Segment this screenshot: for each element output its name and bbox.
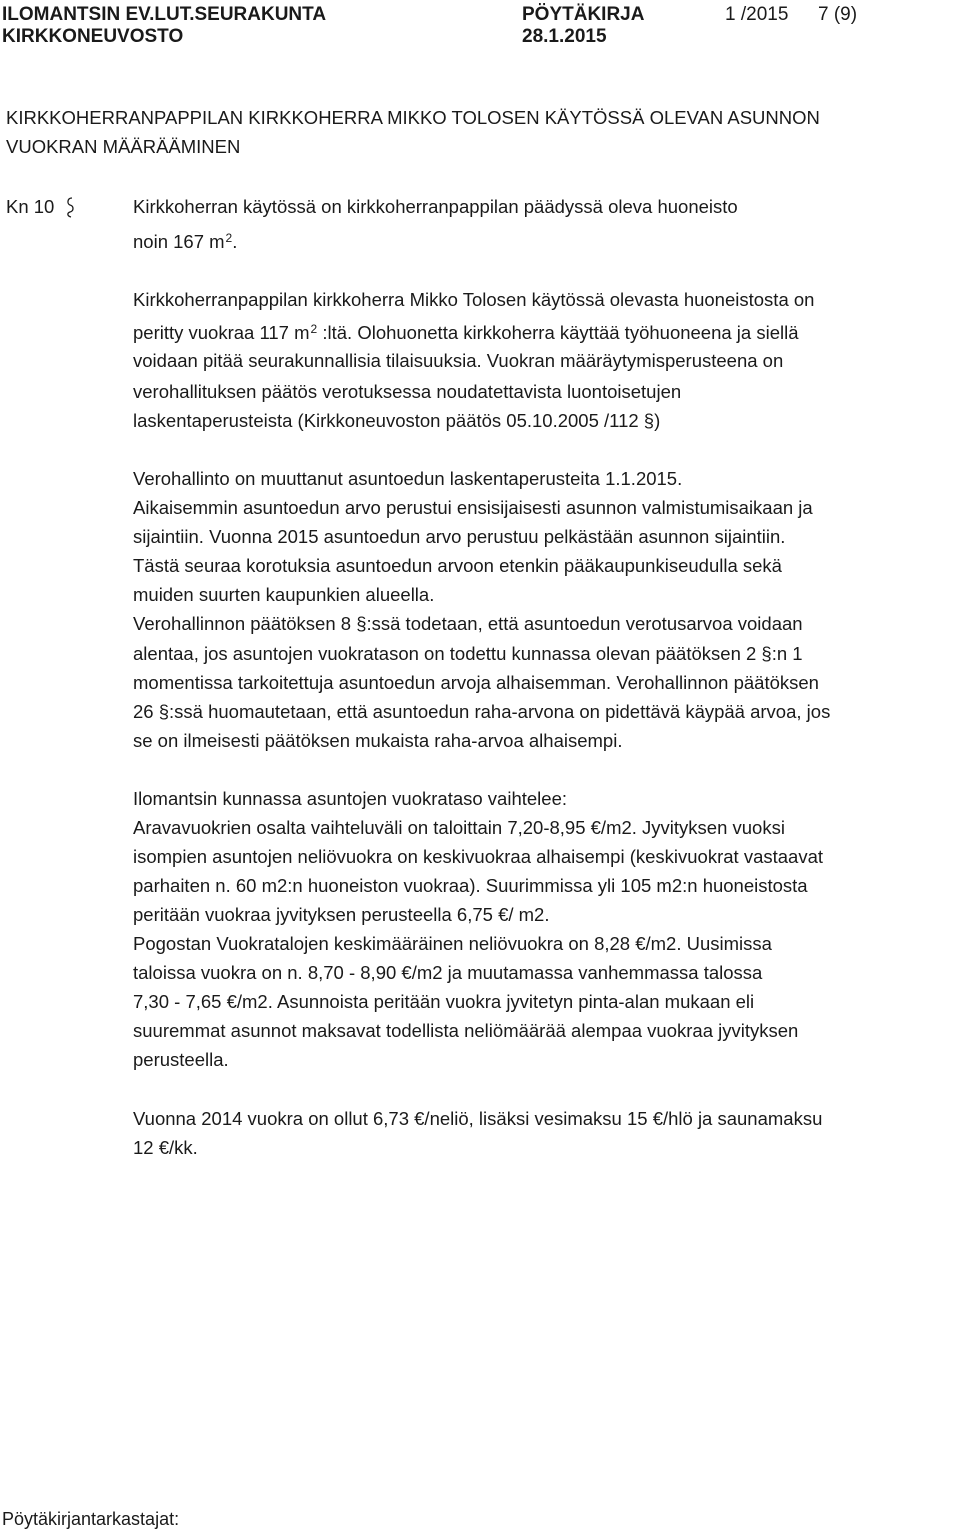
para2-line-1: Kirkkoherranpappilan kirkkoherra Mikko Tolosen käytössä olevasta huoneistosta on (133, 289, 815, 310)
superscript: 2 (310, 322, 318, 336)
para5-line: 12 €/kk. (133, 1137, 198, 1158)
para5-line: Vuonna 2014 vuokra on ollut 6,73 €/neliö, lisäksi vesimaksu 15 €/hlö ja saunamaksu (133, 1108, 823, 1129)
para3-line: Verohallinnon päätöksen 8 §:ssä todetaan, että asuntoedun verotusarvoa voidaan (133, 613, 803, 634)
title-line-2: VUOKRAN MÄÄRÄÄMINEN (6, 136, 241, 157)
para3-line: Aikaisemmin asuntoedun arvo perustui ensisijaisesti asunnon valmistumisaikaan ja (133, 497, 813, 518)
header-page: 7 (9) (818, 4, 858, 25)
para2-line-3: voidaan pitää seurakunnallisia tilaisuuksia. Vuokran määräytymisperusteena on (133, 350, 784, 371)
header-doc-type: PÖYTÄKIRJA (522, 4, 645, 25)
text-span: peritty vuokraa 117 m (133, 322, 310, 343)
para2-line-4: verohallituksen päätös verotuksessa noudatettavista luontoisetujen (133, 381, 682, 402)
para1-line-2 (133, 230, 237, 256)
para3-line: sijaintiin. Vuonna 2015 asuntoedun arvo perustuu pelkästään asunnon sijaintiin. (133, 526, 786, 547)
text-span: noin 167 m (133, 231, 225, 252)
para4-line: Pogostan Vuokratalojen keskimääräinen neliövuokra on 8,28 €/m2. Uusimissa (133, 933, 772, 954)
section-mark-icon (66, 195, 74, 219)
title-line-1: KIRKKOHERRANPAPPILAN KIRKKOHERRA MIKKO TOLOSEN KÄYTÖSSÄ OLEVAN ASUNNON (6, 107, 820, 128)
para2-line-5: laskentaperusteista (Kirkkoneuvoston päätös 05.10.2005 /112 §) (133, 410, 661, 431)
footer-reviewers-label: Pöytäkirjantarkastajat: (2, 1509, 180, 1529)
text-span: . (232, 231, 238, 252)
header-number: 1 /2015 (725, 4, 789, 25)
para2-line-2 (133, 321, 799, 347)
para4-line: 7,30 - 7,65 €/m2. Asunnoista peritään vuokra jyvitetyn pinta-alan mukaan eli (133, 991, 755, 1012)
para4-line: Ilomantsin kunnassa asuntojen vuokrataso vaihtelee: (133, 788, 567, 809)
para3-line: alentaa, jos asuntojen vuokratason on todettu kunnassa olevan päätöksen 2 §:n 1 (133, 643, 803, 664)
para4-line: peritään vuokraa jyvityksen perusteella 6,75 €/ m2. (133, 904, 550, 925)
header-body: KIRKKONEUVOSTO (2, 26, 184, 47)
para1-line-1: Kirkkoherran käytössä on kirkkoherranpappilan päädyssä oleva huoneisto (133, 196, 738, 217)
para4-line: Aravavuokrien osalta vaihteluväli on taloittain 7,20-8,95 €/m2. Jyvityksen vuoksi (133, 817, 785, 838)
para3-line: Tästä seuraa korotuksia asuntoedun arvoon etenkin pääkaupunkiseudulla sekä (133, 555, 782, 576)
para4-line: taloissa vuokra on n. 8,70 - 8,90 €/m2 ja muutamassa vanhemmassa talossa (133, 962, 763, 983)
para4-line: suuremmat asunnot maksavat todellista neliömäärää alempaa vuokraa jyvityksen (133, 1020, 799, 1041)
para4-line: parhaiten n. 60 m2:n huoneiston vuokraa). Suurimmissa yli 105 m2:n huoneistosta (133, 875, 808, 896)
para4-line: perusteella. (133, 1049, 229, 1070)
para3-line: se on ilmeisesti päätöksen mukaista raha-arvoa alhaisempi. (133, 730, 623, 751)
para3-line: Verohallinto on muuttanut asuntoedun laskentaperusteita 1.1.2015. (133, 468, 683, 489)
para3-line: 26 §:ssä huomautetaan, että asuntoedun raha-arvona on pidettävä käypää arvoa, jos (133, 701, 831, 722)
section-label: Kn 10 (6, 196, 55, 217)
para3-line: momentissa tarkoitettuja asuntoedun arvoja alhaisemman. Verohallinnon päätöksen (133, 672, 819, 693)
superscript: 2 (225, 231, 233, 245)
para4-line: isompien asuntojen neliövuokra on keskivuokraa alhaisempi (keskivuokrat vastaavat (133, 846, 824, 867)
para3-line: muiden suurten kaupunkien alueella. (133, 584, 435, 605)
text-span: :ltä. Olohuonetta kirkkoherra käyttää työhuoneena ja siellä (317, 322, 799, 343)
header-date: 28.1.2015 (522, 26, 607, 47)
header-org: ILOMANTSIN EV.LUT.SEURAKUNTA (2, 4, 327, 25)
